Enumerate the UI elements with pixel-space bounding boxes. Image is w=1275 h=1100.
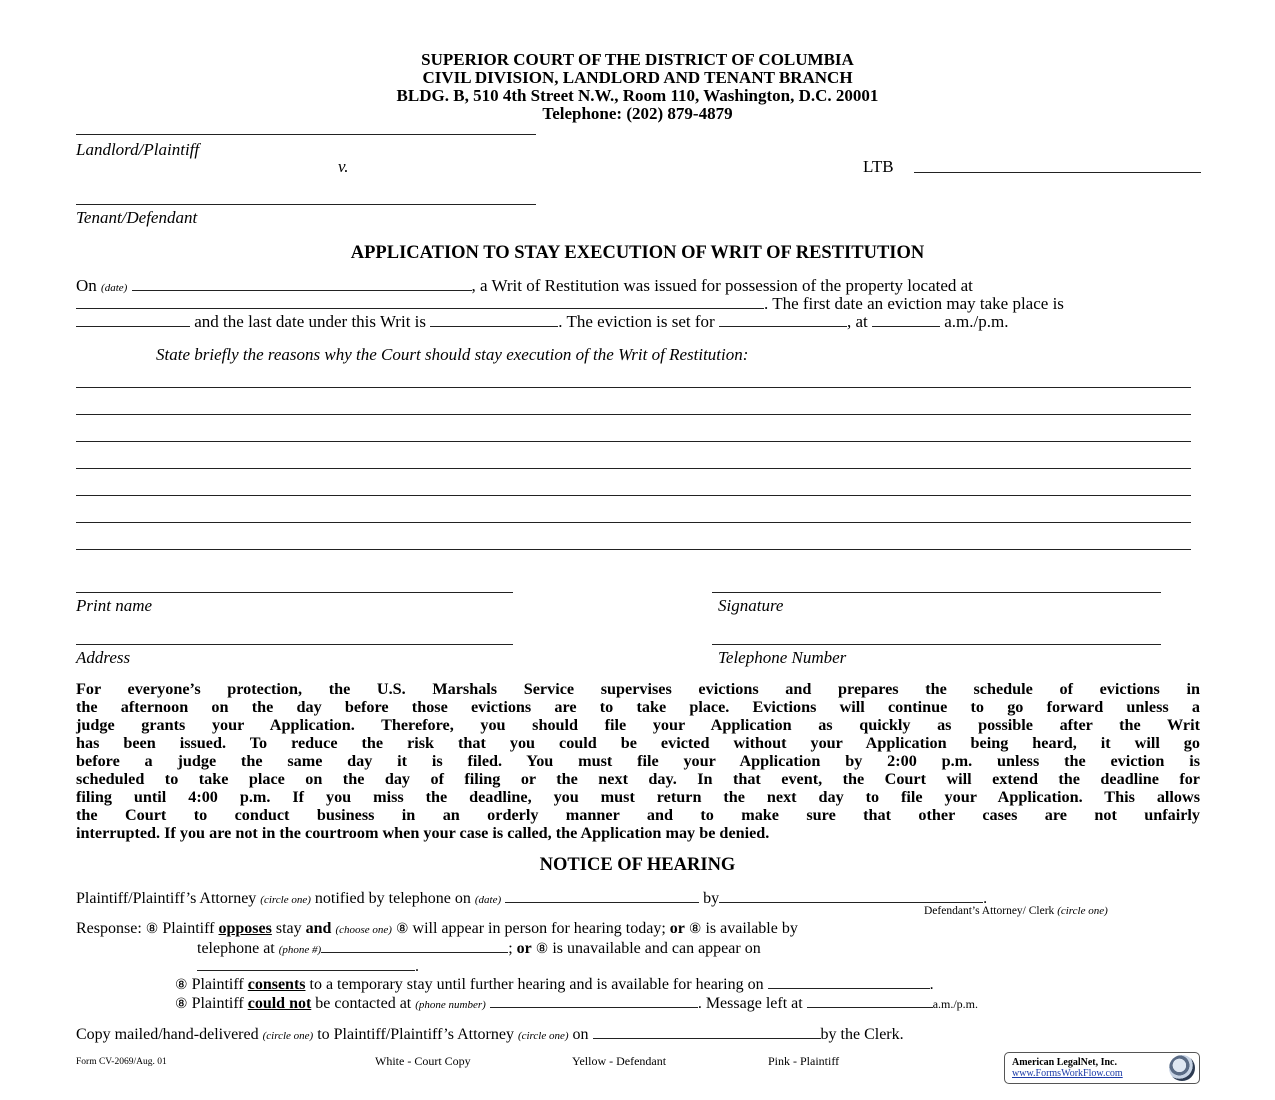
response-line-3: . <box>197 956 419 976</box>
reasons-line[interactable] <box>76 495 1191 496</box>
globe-icon <box>1169 1055 1195 1081</box>
copy-white-label: White - Court Copy <box>375 1054 471 1068</box>
unavailable-checkbox[interactable]: ⑧ <box>535 941 549 957</box>
date-hint: (date) <box>474 894 502 906</box>
form-id: Form CV-2069/Aug. 01 <box>76 1057 167 1067</box>
notified-line: Plaintiff/Plaintiff’s Attorney (circle one) notified by telephone on (date) by . <box>76 890 988 907</box>
notice-line: the Court to conduct business in an orderly manner and to make sure that other cases are not unfairly <box>76 806 1200 824</box>
available-by-text: is available by <box>705 920 798 937</box>
marshals-notice-paragraph <box>76 680 1200 842</box>
versus-label: v. <box>338 157 349 176</box>
message-time-field[interactable] <box>807 993 933 1008</box>
notice-line: the afternoon on the day before those evictions are to take place. Evictions will continue to go forward unless a <box>76 698 1200 716</box>
consents-rest-text: to a temporary stay until further hearing and is available for hearing on <box>309 976 764 993</box>
notified-by-field[interactable] <box>719 888 983 903</box>
notice-line: filing until 4:00 p.m. If you miss the deadline, you must return the next day to file your Application. This allows <box>76 788 1200 806</box>
reasons-line[interactable] <box>76 468 1191 469</box>
unavailable-date-field[interactable] <box>197 956 415 971</box>
writ-text-3: and the last date under this Writ is <box>194 312 427 331</box>
could-not-line <box>175 993 978 1014</box>
phone-number-hint: (phone number) <box>415 999 486 1011</box>
date-hint: (date) <box>101 282 128 294</box>
available-by-phone-checkbox[interactable]: ⑧ <box>688 921 702 937</box>
telephone-at-text: telephone at <box>197 940 275 957</box>
writ-info-line-2 <box>76 294 1064 313</box>
plaintiff-label: Landlord/Plaintiff <box>76 140 200 159</box>
writ-issued-date-field[interactable] <box>132 276 472 291</box>
could-not-text: could not <box>247 995 312 1012</box>
contacted-at-text: be contacted at <box>315 995 412 1012</box>
on-text: on <box>572 1026 589 1043</box>
choose-one-hint: (choose one) <box>335 924 392 936</box>
defendant-label: Tenant/Defendant <box>76 208 198 227</box>
writ-info-line-3 <box>76 312 1008 331</box>
defendant-name-field[interactable] <box>76 204 536 205</box>
consents-text: consents <box>247 976 306 993</box>
notice-line: judge grants your Application. Therefore, you should file your Application as quickly as possible after the Writ <box>76 716 1200 734</box>
response-phone-field[interactable] <box>321 938 508 953</box>
response-line-1 <box>76 920 798 939</box>
plaintiff-text: Plaintiff <box>191 976 244 993</box>
last-writ-date-field[interactable] <box>430 312 558 327</box>
unavailable-text: is unavailable and can appear on <box>552 940 761 957</box>
first-eviction-date-field[interactable] <box>76 312 190 327</box>
reasons-prompt: State briefly the reasons why the Court should stay execution of the Writ of Restitution: <box>156 345 749 364</box>
consents-checkbox[interactable]: ⑧ <box>175 977 188 993</box>
contact-phone-field[interactable] <box>490 993 698 1008</box>
address-field[interactable] <box>76 644 513 645</box>
reasons-line[interactable] <box>76 549 1191 550</box>
print-name-label: Print name <box>76 596 153 615</box>
opposes-checkbox[interactable]: ⑧ <box>145 921 159 937</box>
reasons-line[interactable] <box>76 522 1191 523</box>
appear-in-person-checkbox[interactable]: ⑧ <box>395 921 409 937</box>
writ-text-5: , at <box>846 312 868 331</box>
or-text: or <box>516 940 532 957</box>
and-text: and <box>305 920 332 937</box>
circle-one-hint: (circle one) <box>262 1030 314 1042</box>
telephone-label: Telephone Number <box>718 648 847 667</box>
court-telephone: Telephone: (202) 879-4879 <box>542 104 733 123</box>
response-line-2: telephone at (phone #) ; or ⑧ is unavailable and can appear on <box>197 940 761 957</box>
could-not-contact-checkbox[interactable]: ⑧ <box>175 996 188 1012</box>
print-name-field[interactable] <box>76 592 513 593</box>
eviction-date-field[interactable] <box>719 312 847 327</box>
notified-party-label: Plaintiff/Plaintiff’s Attorney <box>76 890 257 907</box>
address-label: Address <box>76 648 131 667</box>
notice-line: scheduled to take place on the day of filing or the next day. In that event, the Court will extend the deadline for <box>76 770 1200 788</box>
consents-line: ⑧ Plaintiff consents to a temporary stay until further hearing and is available for hearing on . <box>175 976 934 993</box>
property-address-field[interactable] <box>76 294 764 309</box>
or-text: or <box>669 920 685 937</box>
plaintiff-text: Plaintiff <box>191 995 244 1012</box>
phone-hint: (phone #) <box>278 944 322 956</box>
telephone-field[interactable] <box>712 644 1161 645</box>
copy-date-field[interactable] <box>593 1024 821 1039</box>
plaintiff-text: Plaintiff <box>162 920 215 937</box>
by-label: by <box>703 890 720 907</box>
reasons-line[interactable] <box>76 414 1191 415</box>
writ-text-2: . The first date an eviction may take place is <box>764 294 1064 313</box>
copy-pre-text: Copy mailed/hand-delivered <box>76 1026 259 1043</box>
circle-one-hint: (circle one) <box>517 1030 569 1042</box>
court-division: CIVIL DIVISION, LANDLORD AND TENANT BRANCH <box>422 68 853 87</box>
by-clerk-text: by the Clerk. <box>820 1026 904 1043</box>
copy-mid-text: to Plaintiff/Plaintiff’s Attorney <box>317 1026 514 1043</box>
hearing-date-field[interactable] <box>768 974 930 989</box>
logo-company-name: American LegalNet, Inc. <box>1012 1057 1117 1068</box>
notice-line: before a judge the same day it is filed. You must file your Application by 2:00 p.m. unless the eviction is <box>76 752 1200 770</box>
court-address: BLDG. B, 510 4th Street N.W., Room 110, Washington, D.C. 20001 <box>396 86 879 105</box>
eviction-time-field[interactable] <box>872 312 940 327</box>
logo-url-link[interactable]: www.FormsWorkFlow.com <box>1012 1068 1123 1079</box>
appear-in-person-text: will appear in person for hearing today; <box>412 920 666 937</box>
message-left-text: . Message left at <box>697 995 803 1012</box>
stay-text: stay <box>275 920 302 937</box>
by-caption <box>924 905 1108 917</box>
notice-line: has been issued. To reduce the risk that you could be evicted without your Application being heard, it will go <box>76 734 1200 752</box>
reasons-line[interactable] <box>76 387 1191 388</box>
by-caption-text: Defendant’s Attorney/ Clerk <box>924 905 1055 917</box>
signature-label: Signature <box>718 596 784 615</box>
court-name: SUPERIOR COURT OF THE DISTRICT OF COLUMBIA <box>421 50 854 69</box>
on-label: On <box>76 276 97 295</box>
ampm-text: a.m./p.m. <box>932 997 979 1011</box>
notified-date-field[interactable] <box>505 888 699 903</box>
notice-line: interrupted. If you are not in the courtroom when your case is called, the Application may be denied. <box>76 824 770 842</box>
notice-of-hearing-title: NOTICE OF HEARING <box>539 855 736 875</box>
notice-line: For everyone’s protection, the U.S. Marshals Service supervises evictions and prepares the schedule of evictions in <box>76 680 1200 698</box>
opposes-text: opposes <box>218 920 272 937</box>
writ-text-6: a.m./p.m. <box>944 312 1009 331</box>
copy-pink-label: Pink - Plaintiff <box>768 1054 840 1068</box>
response-label: Response: <box>76 920 142 937</box>
plaintiff-name-field[interactable] <box>76 134 536 135</box>
copy-delivery-line <box>76 1024 904 1045</box>
case-number-field[interactable] <box>914 172 1201 173</box>
reasons-line[interactable] <box>76 441 1191 442</box>
copy-yellow-label: Yellow - Defendant <box>572 1054 667 1068</box>
form-title: APPLICATION TO STAY EXECUTION OF WRIT OF RESTITUTION <box>350 243 925 263</box>
writ-text-4: . The eviction is set for <box>558 312 715 331</box>
writ-text-1: , a Writ of Restitution was issued for possession of the property located at <box>471 276 973 295</box>
circle-one-hint: (circle one) <box>260 894 311 906</box>
signature-field[interactable] <box>712 592 1161 593</box>
legalnet-logo[interactable] <box>1004 1052 1200 1084</box>
notified-text: notified by telephone on <box>314 890 471 907</box>
circle-one-hint: (circle one) <box>1057 905 1108 917</box>
case-number-label: LTB <box>863 157 894 176</box>
